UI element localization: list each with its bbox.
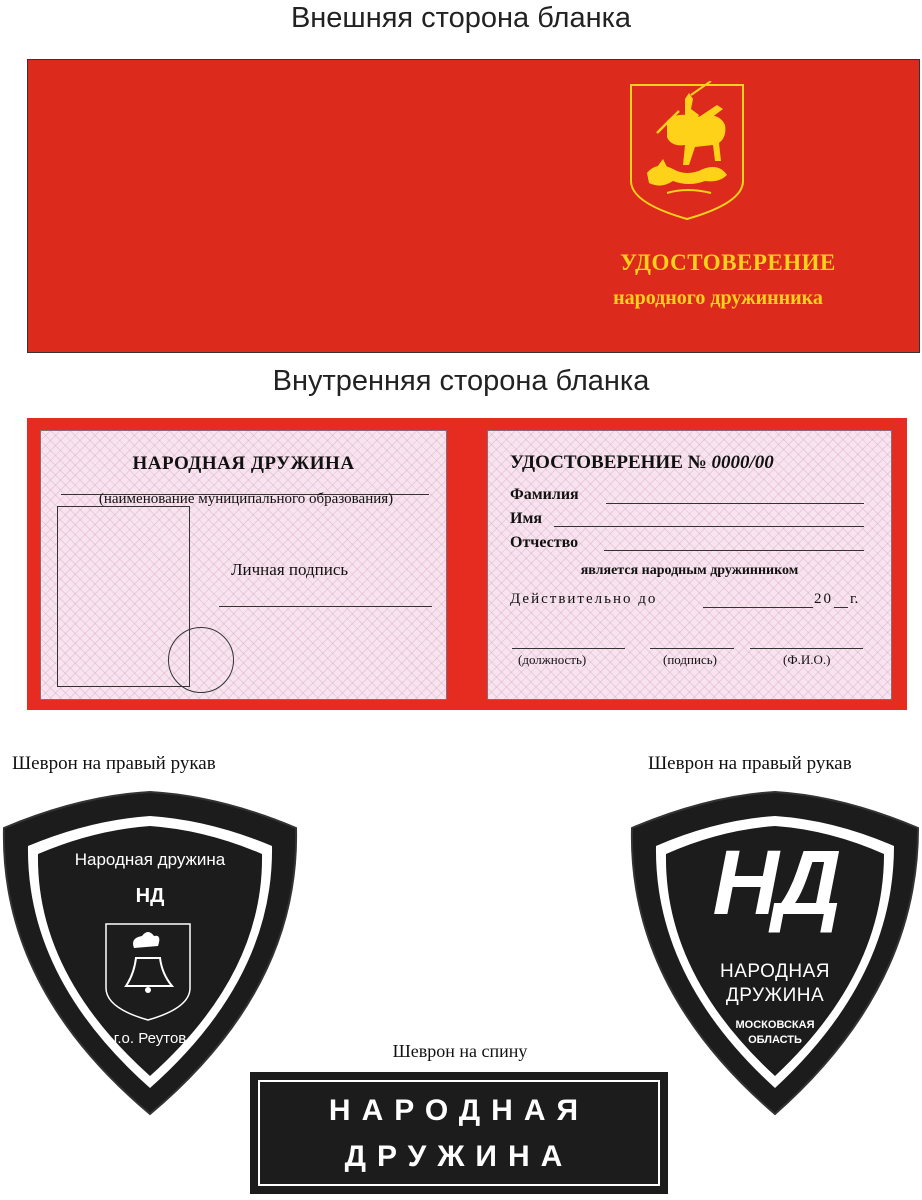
outer-section-title: Внешняя сторона бланка bbox=[290, 2, 632, 34]
certificate-title-prefix: УДОСТОВЕРЕНИЕ № bbox=[510, 452, 707, 473]
signature-line bbox=[219, 606, 432, 607]
right-chevron-line1: НАРОДНАЯ bbox=[720, 961, 830, 982]
stamp-circle bbox=[168, 627, 234, 693]
inner-right-page bbox=[487, 430, 892, 700]
left-chevron-caption: Шеврон на правый рукав bbox=[12, 753, 216, 774]
right-chevron-region1: МОСКОВСКАЯ bbox=[735, 1019, 815, 1031]
municipality-caption: (наименование муниципального образования) bbox=[98, 491, 394, 507]
position-line bbox=[512, 648, 625, 649]
right-chevron-region2: ОБЛАСТЬ bbox=[748, 1034, 802, 1046]
right-chevron bbox=[628, 788, 922, 1118]
sig-name: (Ф.И.О.) bbox=[783, 652, 831, 667]
certificate-number: 0000/00 bbox=[711, 452, 774, 473]
valid-until-row bbox=[510, 591, 657, 608]
patronymic-label: Отчество bbox=[510, 534, 579, 551]
left-chevron-title: Народная дружина bbox=[74, 850, 226, 869]
left-page-title: НАРОДНАЯ ДРУЖИНА bbox=[132, 453, 355, 474]
signature-line-right bbox=[650, 648, 734, 649]
left-chevron-shape-icon bbox=[0, 788, 300, 1118]
right-chevron-caption: Шеврон на правый рукав bbox=[648, 753, 852, 774]
year-suffix: г. bbox=[850, 591, 859, 607]
status-text: является народным дружинником bbox=[580, 563, 799, 578]
valid-until-label: Действительно до bbox=[510, 591, 658, 607]
back-chevron-caption: Шеврон на спину bbox=[392, 1041, 528, 1061]
valid-until-line bbox=[703, 607, 813, 608]
sig-signature: (подпись) bbox=[663, 652, 717, 667]
year-prefix: 20 bbox=[814, 591, 833, 607]
right-chevron-logo: НД bbox=[712, 832, 838, 934]
sig-position: (должность) bbox=[518, 652, 587, 667]
back-chevron-line1: НАРОДНАЯ bbox=[328, 1094, 590, 1127]
surname-line bbox=[606, 503, 864, 504]
moscow-coat-of-arms-icon bbox=[627, 81, 747, 223]
inner-left-page bbox=[40, 430, 447, 700]
left-chevron bbox=[0, 788, 300, 1118]
right-chevron-line2: ДРУЖИНА bbox=[725, 985, 825, 1006]
outer-cover bbox=[27, 59, 920, 353]
back-chevron-line2: ДРУЖИНА bbox=[344, 1140, 574, 1173]
fio-line bbox=[750, 648, 863, 649]
cover-subtitle: народного дружинника bbox=[613, 287, 823, 309]
surname-label: Фамилия bbox=[510, 486, 579, 503]
name-label: Имя bbox=[510, 510, 542, 527]
inner-section-title: Внутренняя сторона бланка bbox=[272, 365, 650, 397]
patronymic-line bbox=[604, 550, 864, 551]
left-chevron-city: г.о. Реутов bbox=[113, 1030, 187, 1047]
year-line bbox=[834, 607, 848, 608]
certificate-title bbox=[510, 452, 774, 474]
name-line bbox=[554, 526, 864, 527]
back-chevron bbox=[250, 1072, 668, 1194]
cover-title: УДОСТОВЕРЕНИЕ bbox=[620, 250, 836, 275]
signature-label: Личная подпись bbox=[231, 560, 349, 579]
inner-spread bbox=[27, 418, 907, 710]
left-chevron-abbr: НД bbox=[135, 885, 165, 907]
